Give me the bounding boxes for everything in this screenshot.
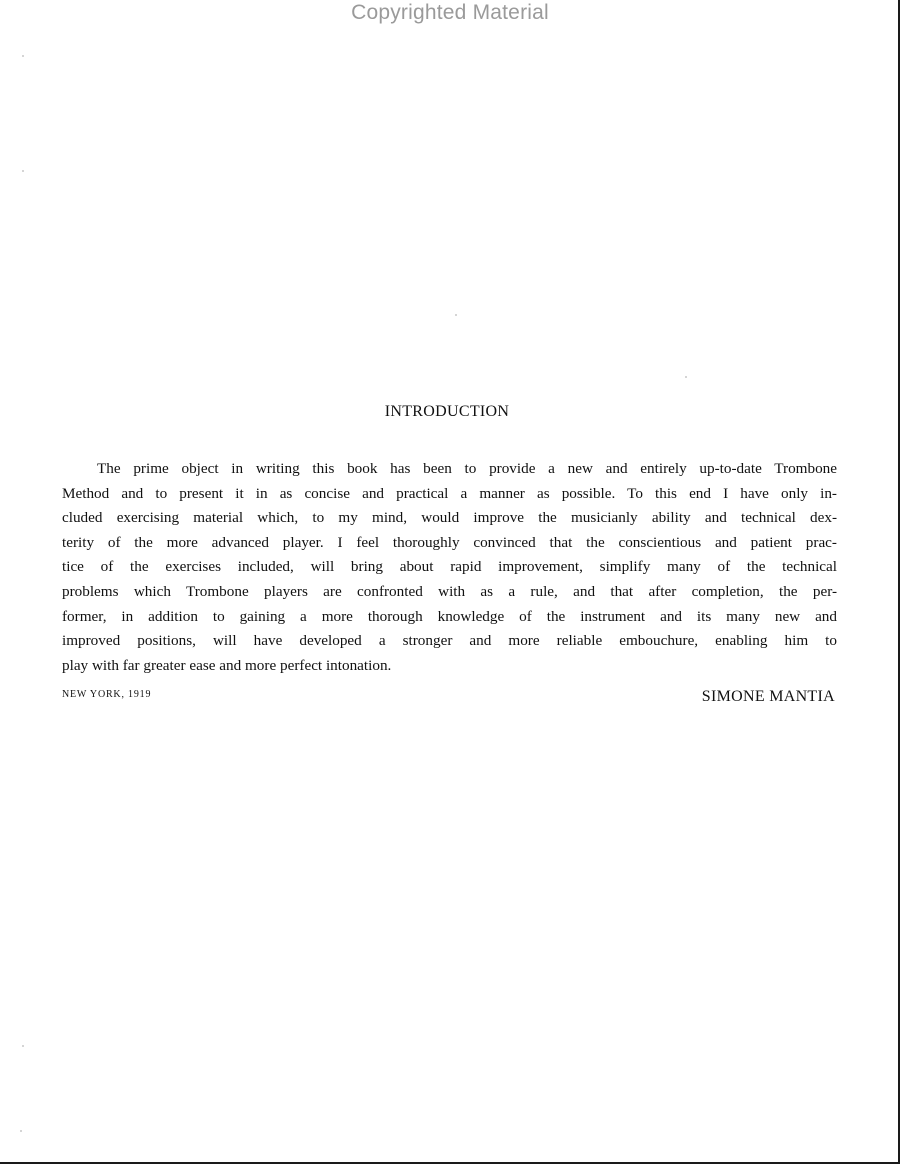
author-signature: SIMONE MANTIA xyxy=(701,688,835,705)
place-date: NEW YORK, 1919 xyxy=(62,689,152,700)
scan-speck xyxy=(455,314,457,316)
paragraph-line: tice of the exercises included, will bring about rapid improvement, simplify many of the technical xyxy=(62,558,837,576)
paragraph-line: play with far greater ease and more perfect intonation. xyxy=(62,656,392,674)
scan-speck xyxy=(685,376,687,378)
scan-speck xyxy=(22,1045,24,1047)
scan-speck xyxy=(22,170,24,172)
introduction-paragraph xyxy=(62,457,837,678)
paragraph-line: The prime object in writing this book has been to provide a new and entirely up-to-date Trombone xyxy=(97,460,837,477)
scan-speck xyxy=(22,55,24,57)
scan-speck xyxy=(20,1130,22,1132)
paragraph-line: Method and to present it in as concise and practical a manner as possible. To this end I have only in- xyxy=(62,484,837,502)
page-title: INTRODUCTION xyxy=(384,403,510,420)
paragraph-line: problems which Trombone players are confronted with as a rule, and that after completion, the per- xyxy=(62,582,837,600)
paragraph-line: improved positions, will have developed a stronger and more reliable embouchure, enabling him to xyxy=(62,632,837,650)
paragraph-line: cluded exercising material which, to my mind, would improve the musicianly ability and technical dex- xyxy=(62,509,837,527)
paragraph-line: former, in addition to gaining a more thorough knowledge of the instrument and its many new and xyxy=(62,607,837,625)
paragraph-line: terity of the more advanced player. I feel thoroughly convinced that the conscientious and patient prac- xyxy=(62,533,837,551)
copyright-watermark: Copyrighted Material xyxy=(351,1,549,24)
